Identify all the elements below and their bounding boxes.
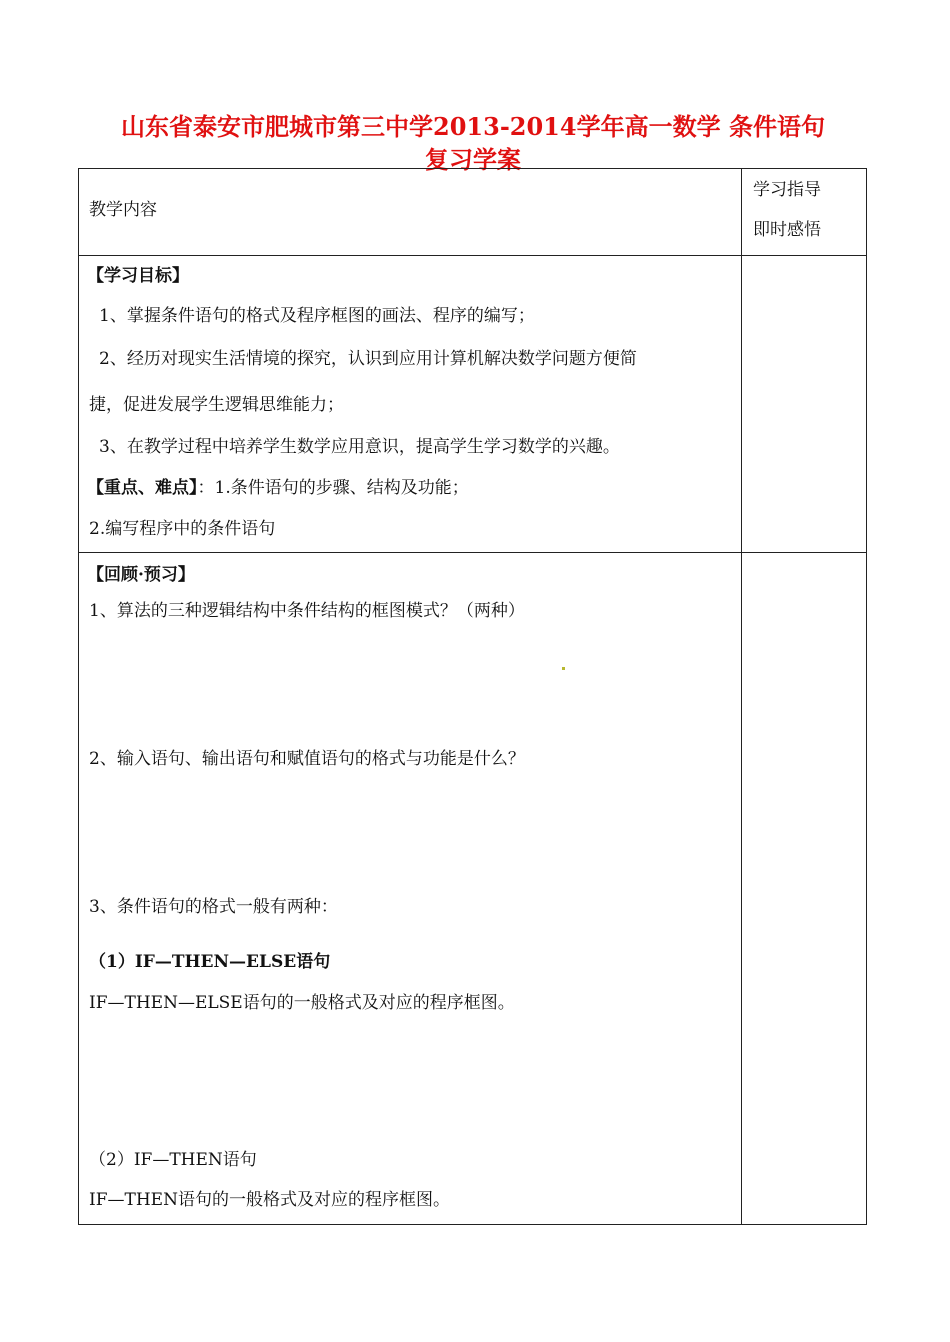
objectives-heading: 【学习目标】 [87,266,189,286]
row-divider-objectives [79,552,866,553]
review-question-1: 1、算法的三种逻辑结构中条件结构的框图模式？（两种） [89,601,525,621]
title-line-2: 复习学案 [425,145,521,174]
objective-item-2b: 捷，促进发展学生逻辑思维能力； [89,395,344,415]
lesson-table [78,168,867,1225]
key-points-item-2: 2.编写程序中的条件语句 [89,519,276,539]
review-heading: 【回顾·预习】 [87,565,195,585]
stray-mark [562,667,565,670]
document-title [78,110,868,176]
if-then-heading: （2）IF—THEN语句 [89,1150,257,1170]
key-points-item-1: ：1.条件语句的步骤、结构及功能； [197,478,469,498]
if-then-text: IF—THEN语句的一般格式及对应的程序框图。 [89,1190,450,1210]
key-points-heading: 【重点、难点】 [87,478,198,498]
row-divider-header [79,255,866,256]
review-question-2: 2、输入语句、输出语句和赋值语句的格式与功能是什么？ [89,749,525,769]
objective-item-2a: 2、经历对现实生活情境的探究，认识到应用计算机解决数学问题方便简 [99,349,637,369]
objective-item-3: 3、在教学过程中培养学生数学应用意识，提高学生学习数学的兴趣。 [99,437,620,457]
objective-item-1: 1、掌握条件语句的格式及程序框图的画法、程序的编写； [99,306,535,326]
title-line-1: 山东省泰安市肥城市第三中学2013-2014学年高一数学 条件语句 [121,112,825,141]
reflection-label: 即时感悟 [753,220,821,240]
content-label: 教学内容 [89,200,157,220]
if-then-else-heading: （1）IF—THEN—ELSE语句 [89,952,331,972]
guide-label: 学习指导 [753,180,821,200]
column-divider [741,169,742,1224]
if-then-else-text: IF—THEN—ELSE语句的一般格式及对应的程序框图。 [89,993,515,1013]
review-question-3: 3、条件语句的格式一般有两种： [89,897,338,917]
